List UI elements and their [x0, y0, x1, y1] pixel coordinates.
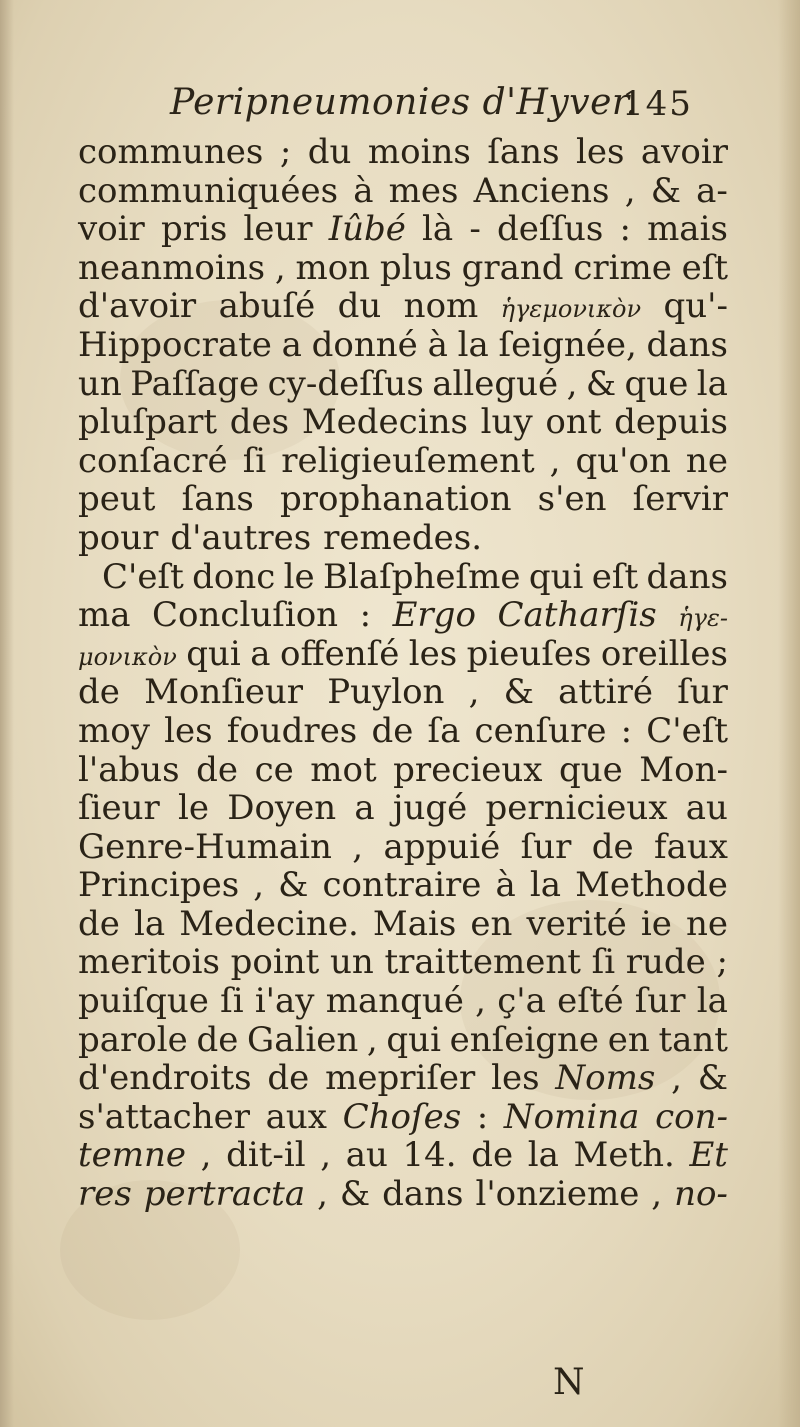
word: & [278, 865, 309, 906]
word: point [230, 942, 320, 983]
word: : [476, 1096, 489, 1137]
word: , [253, 865, 265, 906]
word: de [78, 903, 120, 944]
word: moins [367, 132, 471, 172]
word: C'eſt [646, 710, 728, 751]
word: en [470, 903, 513, 944]
word: Doyen [227, 788, 337, 829]
greek-word: ἡγεμονικὸν [500, 295, 642, 324]
word: Puylon [327, 672, 445, 713]
text-line [78, 1059, 728, 1098]
word: pris [160, 209, 228, 250]
word: la [133, 903, 166, 944]
word: avoir [640, 132, 728, 172]
word: Hippocrate [78, 324, 272, 365]
word: precieux [393, 749, 543, 790]
word: jugé [392, 788, 468, 829]
word: & [585, 363, 617, 404]
word: : [359, 595, 372, 636]
word: ; [279, 132, 292, 172]
word: communes [78, 132, 264, 172]
text-line [78, 326, 728, 365]
word: les [408, 633, 458, 674]
word: , [274, 247, 286, 288]
word: manqué [325, 981, 464, 1022]
word: dans [646, 556, 728, 597]
word: de [196, 749, 239, 790]
text-line [78, 828, 728, 867]
word: conſacré [78, 440, 228, 481]
word: du [337, 286, 382, 327]
word: mepriſer [325, 1058, 476, 1099]
word: la [696, 363, 728, 404]
italic-word: res [78, 1174, 132, 1215]
text-line [78, 210, 728, 249]
word: : [619, 209, 631, 250]
word: 14. [402, 1135, 457, 1176]
italic-word: Noms [555, 1058, 656, 1099]
word: la [527, 1135, 559, 1176]
word: , [651, 1174, 663, 1215]
word: Medecins [301, 402, 468, 443]
word: de [196, 1019, 239, 1060]
word: eſté [557, 981, 624, 1022]
word: ne [685, 440, 728, 481]
word: dit-il [226, 1135, 306, 1176]
italic-word: no- [674, 1174, 728, 1215]
word: s'en [537, 479, 607, 520]
word: ſeignée, [498, 324, 637, 365]
word: l'onzieme [475, 1174, 640, 1215]
word: contraire [322, 865, 482, 906]
word: qui [528, 556, 584, 597]
word: ne [685, 903, 728, 944]
word: verité [526, 903, 627, 944]
word: ç'a [497, 981, 546, 1022]
word: a [250, 633, 271, 674]
word: mot [310, 749, 377, 790]
text-line [78, 558, 728, 597]
word: , [475, 981, 486, 1022]
word: ſervir [632, 479, 728, 520]
word: là [422, 209, 454, 250]
word: a [354, 788, 375, 829]
word: au [685, 788, 728, 829]
word: religieuſement [281, 440, 535, 481]
word: plus [379, 247, 452, 288]
word: que [624, 363, 689, 404]
word: Medecine. [179, 903, 359, 944]
italic-word: con- [655, 1096, 728, 1137]
text-line [78, 1021, 728, 1060]
word: Genre-Humain [78, 826, 332, 867]
word: cenſure [474, 710, 607, 751]
word: enſeigne [449, 1019, 600, 1060]
word: ſieur [78, 788, 160, 829]
word: des [229, 402, 290, 443]
word: Anciens [473, 170, 610, 211]
text-line [78, 172, 728, 211]
word: l'abus [78, 749, 180, 790]
text-line [78, 519, 728, 558]
word: offenſé [279, 633, 400, 674]
word: remedes. [323, 517, 483, 558]
word: & [697, 1058, 728, 1099]
word: les [575, 132, 625, 172]
word: , [320, 1135, 332, 1176]
page-number: 145 [622, 84, 693, 124]
word: pernicieux [485, 788, 668, 829]
text-line [78, 596, 728, 635]
word: mon [295, 247, 371, 288]
word: que [558, 749, 623, 790]
text-line [78, 480, 728, 519]
greek-word: μονικὸν [78, 642, 177, 671]
word: ſur [677, 672, 728, 713]
running-title: Peripneumonies d'Hyver. [170, 82, 638, 123]
word: aux [265, 1096, 327, 1137]
word: , [566, 363, 578, 404]
word: mes [388, 170, 459, 211]
text-line [78, 1136, 728, 1175]
text-line [78, 673, 728, 712]
word: i'ay [254, 981, 315, 1022]
word: C'eſt [102, 556, 184, 597]
word: les [491, 1058, 540, 1099]
text-line [78, 712, 728, 751]
word: parole [78, 1019, 188, 1060]
word: nom [403, 286, 479, 327]
word: Meth. [573, 1135, 675, 1176]
text-line [78, 442, 728, 481]
body-text [78, 133, 728, 1214]
word: Concluſion [152, 595, 339, 636]
word: puiſque [78, 981, 209, 1022]
word: prophanation [280, 479, 512, 520]
word: , [200, 1135, 212, 1176]
text-line [78, 133, 728, 172]
word: & [503, 672, 534, 713]
word: au [345, 1135, 388, 1176]
word: eſt [591, 556, 639, 597]
word: leur [243, 209, 313, 250]
word: ſur [520, 826, 572, 867]
text-line [78, 1175, 728, 1214]
text-line [78, 365, 728, 404]
word: de [78, 672, 120, 713]
italic-word: Choſes [342, 1096, 462, 1137]
word: , [352, 826, 364, 867]
word: Blaſpheſme [323, 556, 521, 597]
text-line [78, 287, 728, 326]
word: Monſieur [144, 672, 304, 713]
text-line [78, 905, 728, 944]
text-line [78, 403, 728, 442]
greek-word: ἡγε- [678, 604, 728, 633]
italic-word: Catharſis [497, 595, 657, 636]
word: les [164, 710, 213, 751]
word: ſa [427, 710, 461, 751]
text-line [78, 943, 728, 982]
word: ſi [591, 942, 616, 983]
word: le [283, 556, 315, 597]
italic-word: Iûbé [328, 209, 406, 250]
word: foudres [226, 710, 358, 751]
text-line [78, 866, 728, 905]
word: eſt [681, 247, 728, 288]
word: mais [647, 209, 728, 250]
word: ce [254, 749, 294, 790]
word: la [457, 324, 489, 365]
word: pluſpart [78, 402, 218, 443]
word: ont [545, 402, 602, 443]
word: à [495, 865, 516, 906]
word: un [330, 942, 374, 983]
word: , [468, 672, 480, 713]
word: voir [78, 209, 145, 250]
word: , [549, 440, 561, 481]
word: a- [696, 170, 728, 211]
word: traittement [384, 942, 581, 983]
word: ſi [242, 440, 267, 481]
word: de [591, 826, 634, 867]
word: ma [78, 595, 131, 636]
word: ſans [181, 479, 254, 520]
word: Mais [372, 903, 457, 944]
word: cy-deſſus [267, 363, 424, 404]
word: - [469, 209, 481, 250]
word: Galien [247, 1019, 359, 1060]
word: communiquées [78, 170, 339, 211]
word: faux [654, 826, 728, 867]
word: d'avoir [78, 286, 197, 327]
word: dans [382, 1174, 464, 1215]
text-line [78, 635, 728, 674]
italic-word: Et [689, 1135, 728, 1176]
word: tant [658, 1019, 728, 1060]
text-line [78, 982, 728, 1021]
word: en [607, 1019, 650, 1060]
word: qu'on [575, 440, 671, 481]
word: dans [646, 324, 728, 365]
text-line [78, 751, 728, 790]
word: rude [625, 942, 706, 983]
word: , [366, 1019, 378, 1060]
word: à [427, 324, 448, 365]
word: ſans [487, 132, 560, 172]
italic-word: Ergo [392, 595, 476, 636]
word: de [471, 1135, 514, 1176]
word: d'autres [170, 517, 312, 558]
text-line [78, 249, 728, 288]
word: pieuſes [466, 633, 592, 674]
word: & [339, 1174, 371, 1215]
word: depuis [614, 402, 728, 443]
word: allegué [432, 363, 559, 404]
word: d'endroits [78, 1058, 252, 1099]
italic-word: Nomina [503, 1096, 640, 1137]
text-line [78, 1098, 728, 1137]
word: qui [186, 633, 241, 674]
word: la [529, 865, 561, 906]
word: de [267, 1058, 310, 1099]
word: neanmoins [78, 247, 266, 288]
word: donné [311, 324, 418, 365]
word: qu'- [663, 286, 728, 327]
italic-word: pertracta [143, 1174, 306, 1215]
word: moy [78, 710, 150, 751]
word: du [307, 132, 352, 172]
word: ſur [634, 981, 686, 1022]
word: oreilles [600, 633, 728, 674]
italic-word: temne [78, 1135, 187, 1176]
word: à [353, 170, 374, 211]
word: Mon- [639, 749, 728, 790]
word: le [177, 788, 209, 829]
word: ſi [220, 981, 244, 1022]
word: un [78, 363, 122, 404]
word: & [650, 170, 681, 211]
word: abuſé [218, 286, 316, 327]
word: meritois [78, 942, 220, 983]
word: grand [461, 247, 564, 288]
word: donc [192, 556, 276, 597]
word: deſſus [496, 209, 604, 250]
word: pour [78, 517, 159, 558]
signature-mark: N [553, 1362, 585, 1403]
word: peut [78, 479, 156, 520]
word: Principes [78, 865, 240, 906]
word: , [624, 170, 636, 211]
word: , [317, 1174, 328, 1215]
word: crime [573, 247, 672, 288]
word: la [696, 981, 728, 1022]
word: de [371, 710, 414, 751]
word: s'attacher [78, 1096, 250, 1137]
word: : [620, 710, 633, 751]
word: appuié [383, 826, 501, 867]
word: ; [716, 942, 728, 983]
word: qui [386, 1019, 441, 1060]
page-header [0, 80, 800, 130]
word: ie [640, 903, 672, 944]
word: , [671, 1058, 682, 1099]
word: luy [480, 402, 533, 443]
word: a [281, 324, 302, 365]
word: Paſſage [130, 363, 260, 404]
word: Methode [575, 865, 728, 906]
word: attiré [558, 672, 653, 713]
text-line [78, 789, 728, 828]
